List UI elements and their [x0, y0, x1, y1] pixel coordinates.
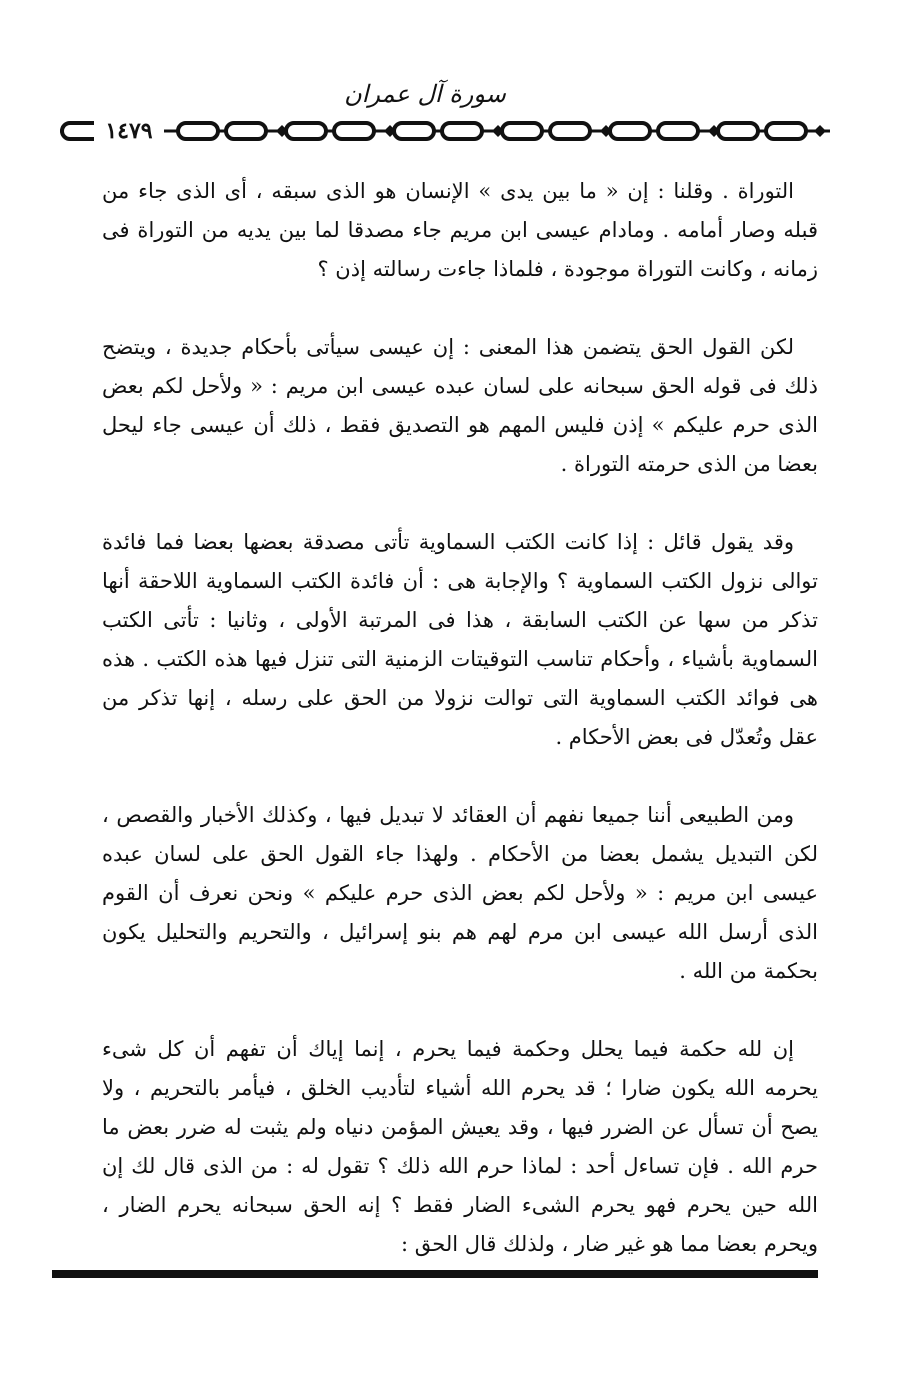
footer-rule [52, 1270, 818, 1278]
page-number: ١٤٧٩ [94, 116, 164, 146]
paragraph: لكن القول الحق يتضمن هذا المعنى : إن عيسى سيأتى بأحكام جديدة ، ويتضح ذلك فى قوله الحق سبحانه على لسان عبده عيسى ابن مريم : « ولأحل لكم بعض الذى حرم عليكم » إذن فليس المهم هو التصديق فقط ، ذلك أن عيسى جاء ليحل بعضا من الذى حرمته التوراة . [102, 335, 818, 476]
surah-title: سورة آل عمران [344, 80, 506, 108]
paragraph: التوراة . وقلنا : إن « ما بين يدى » الإنسان هو الذى سبقه ، أى الذى جاء من قبله وصار أمامه . ومادام عيسى ابن مريم جاء مصدقا لما بين يديه من التوراة فى زمانه ، وكانت التوراة موجودة ، فلماذا جاءت رسالته إذن ؟ [102, 179, 818, 281]
body-text [102, 172, 818, 1264]
paragraph: وقد يقول قائل : إذا كانت الكتب السماوية تأتى مصدقة بعضها بعضا فما فائدة توالى نزول الكتب السماوية ؟ والإجابة هى : أن فائدة الكتب السماوية اللاحقة أنها تذكر من سها عن الكتب السابقة ، هذا فى المرتبة الأولى ، وثانيا : تأتى الكتب السماوية بأشياء ، وأحكام تناسب التوقيتات الزمنية التى تنزل فيها هذه الكتب . هذه هى فوائد الكتب السماوية التى توالت نزولا من الحق على رسله ، إنها تذكر من عقل وتُعدّل فى بعض الأحكام . [102, 530, 818, 749]
paragraph: ومن الطبيعى أننا جميعا نفهم أن العقائد لا تبديل فيها ، وكذلك الأخبار والقصص ، لكن التبديل يشمل بعضا من الأحكام . ولهذا جاء القول الحق على لسان عبده عيسى ابن مريم : « ولأحل لكم بعض الذى حرم عليكم » ونحن نعرف أن القوم الذى أرسل الله عيسى ابن مرم لهم هم بنو إسرائيل ، والتحريم والتحليل يكون بحكمة من الله . [102, 803, 818, 983]
paragraph: إن لله حكمة فيما يحلل وحكمة فيما يحرم ، إنما إياك أن تفهم أن كل شىء يحرمه الله يكون ضارا ؛ قد يحرم الله أشياء لتأديب الخلق ، فيأمر بالتحريم ، ولا يصح أن تسأل عن الضرر فيها ، وقد يعيش المؤمن دنياه ولم يثبت له ضرر بعض ما حرم الله . فإن تساءل أحد : لماذا حرم الله ذلك ؟ تقول له : من الذى قال لك إن الله حين يحرم فهو يحرم الشىء الضار فقط ؟ إنه الحق سبحانه يحرم الضار ، ويحرم بعضا مما هو غير ضار ، ولذلك قال الحق : [102, 1037, 818, 1256]
ornament-border [60, 118, 830, 144]
